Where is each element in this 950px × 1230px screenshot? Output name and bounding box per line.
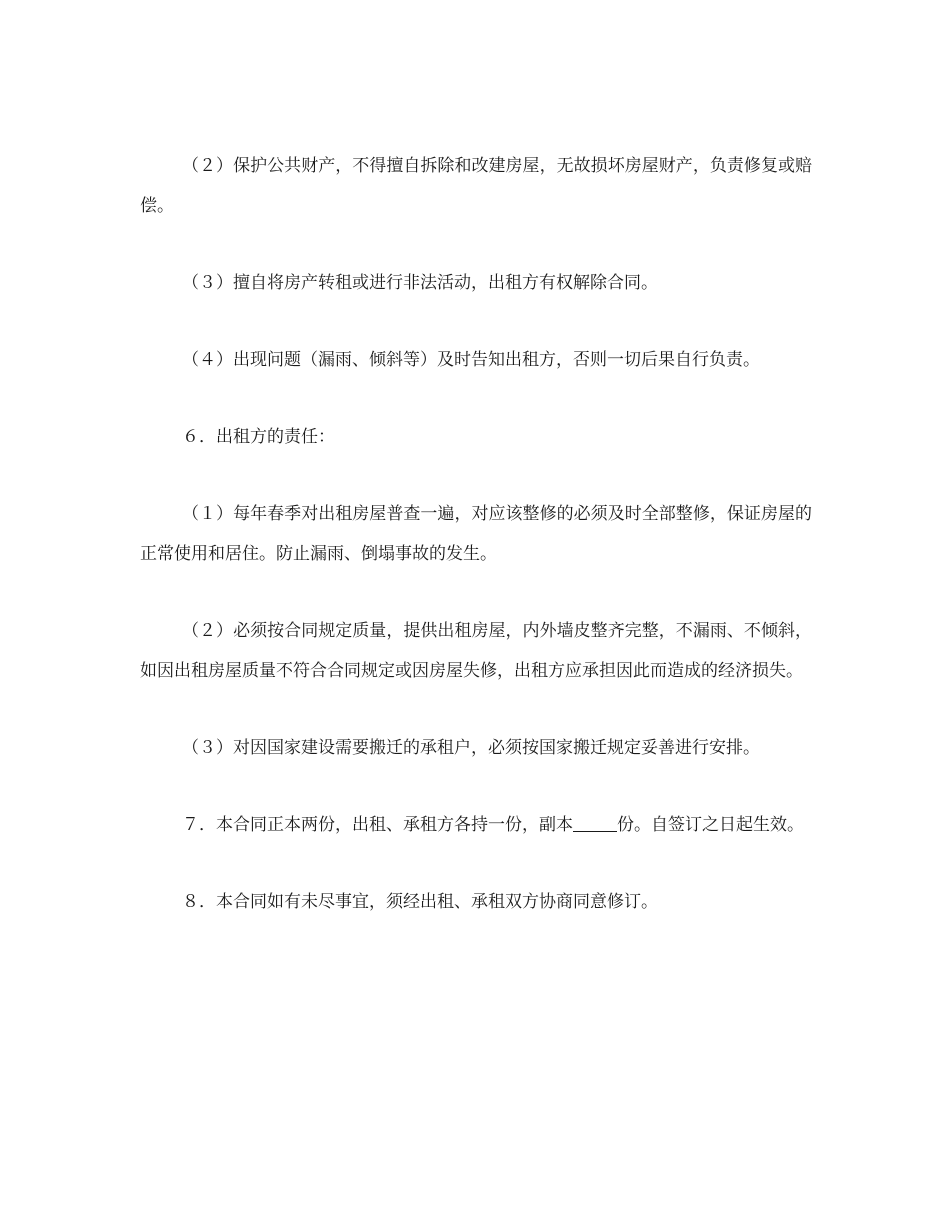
clause-6-item-2: （２）必须按合同规定质量，提供出租房屋，内外墙皮整齐完整，不漏雨、不倾斜，如因出租房屋质量不符合合同规定或因房屋失修，出租方应承担因此而造成的经济损失。	[140, 621, 812, 681]
document-body	[140, 146, 812, 959]
clause-6-heading: ６．出租方的责任：	[182, 427, 335, 447]
clause-7-text-after: 份。自签订之日起生效。	[617, 815, 804, 835]
clause-5-item-2: （２）保护公共财产，不得擅自拆除和改建房屋，无故损坏房屋财产，负责修复或赔偿。	[140, 156, 812, 216]
clause-8: ８．本合同如有未尽事宜，须经出租、承租双方协商同意修订。	[182, 892, 658, 912]
clause-5-item-4: （４）出现问题（漏雨、倾斜等）及时告知出租方，否则一切后果自行负责。	[182, 350, 760, 370]
clause-6-item-1: （１）每年春季对出租房屋普查一遍，对应该整修的必须及时全部整修，保证房屋的正常使用和居住。防止漏雨、倒塌事故的发生。	[140, 504, 812, 564]
clause-6-item-3: （３）对因国家建设需要搬迁的承租户，必须按国家搬迁规定妥善进行安排。	[182, 738, 760, 758]
clause-7	[140, 805, 812, 845]
clause-5-item-3: （３）擅自将房产转租或进行非法活动，出租方有权解除合同。	[182, 273, 658, 293]
copies-blank-field	[573, 815, 617, 832]
clause-7-text-before: ７．本合同正本两份，出租、承租方各持一份，副本	[182, 815, 573, 835]
